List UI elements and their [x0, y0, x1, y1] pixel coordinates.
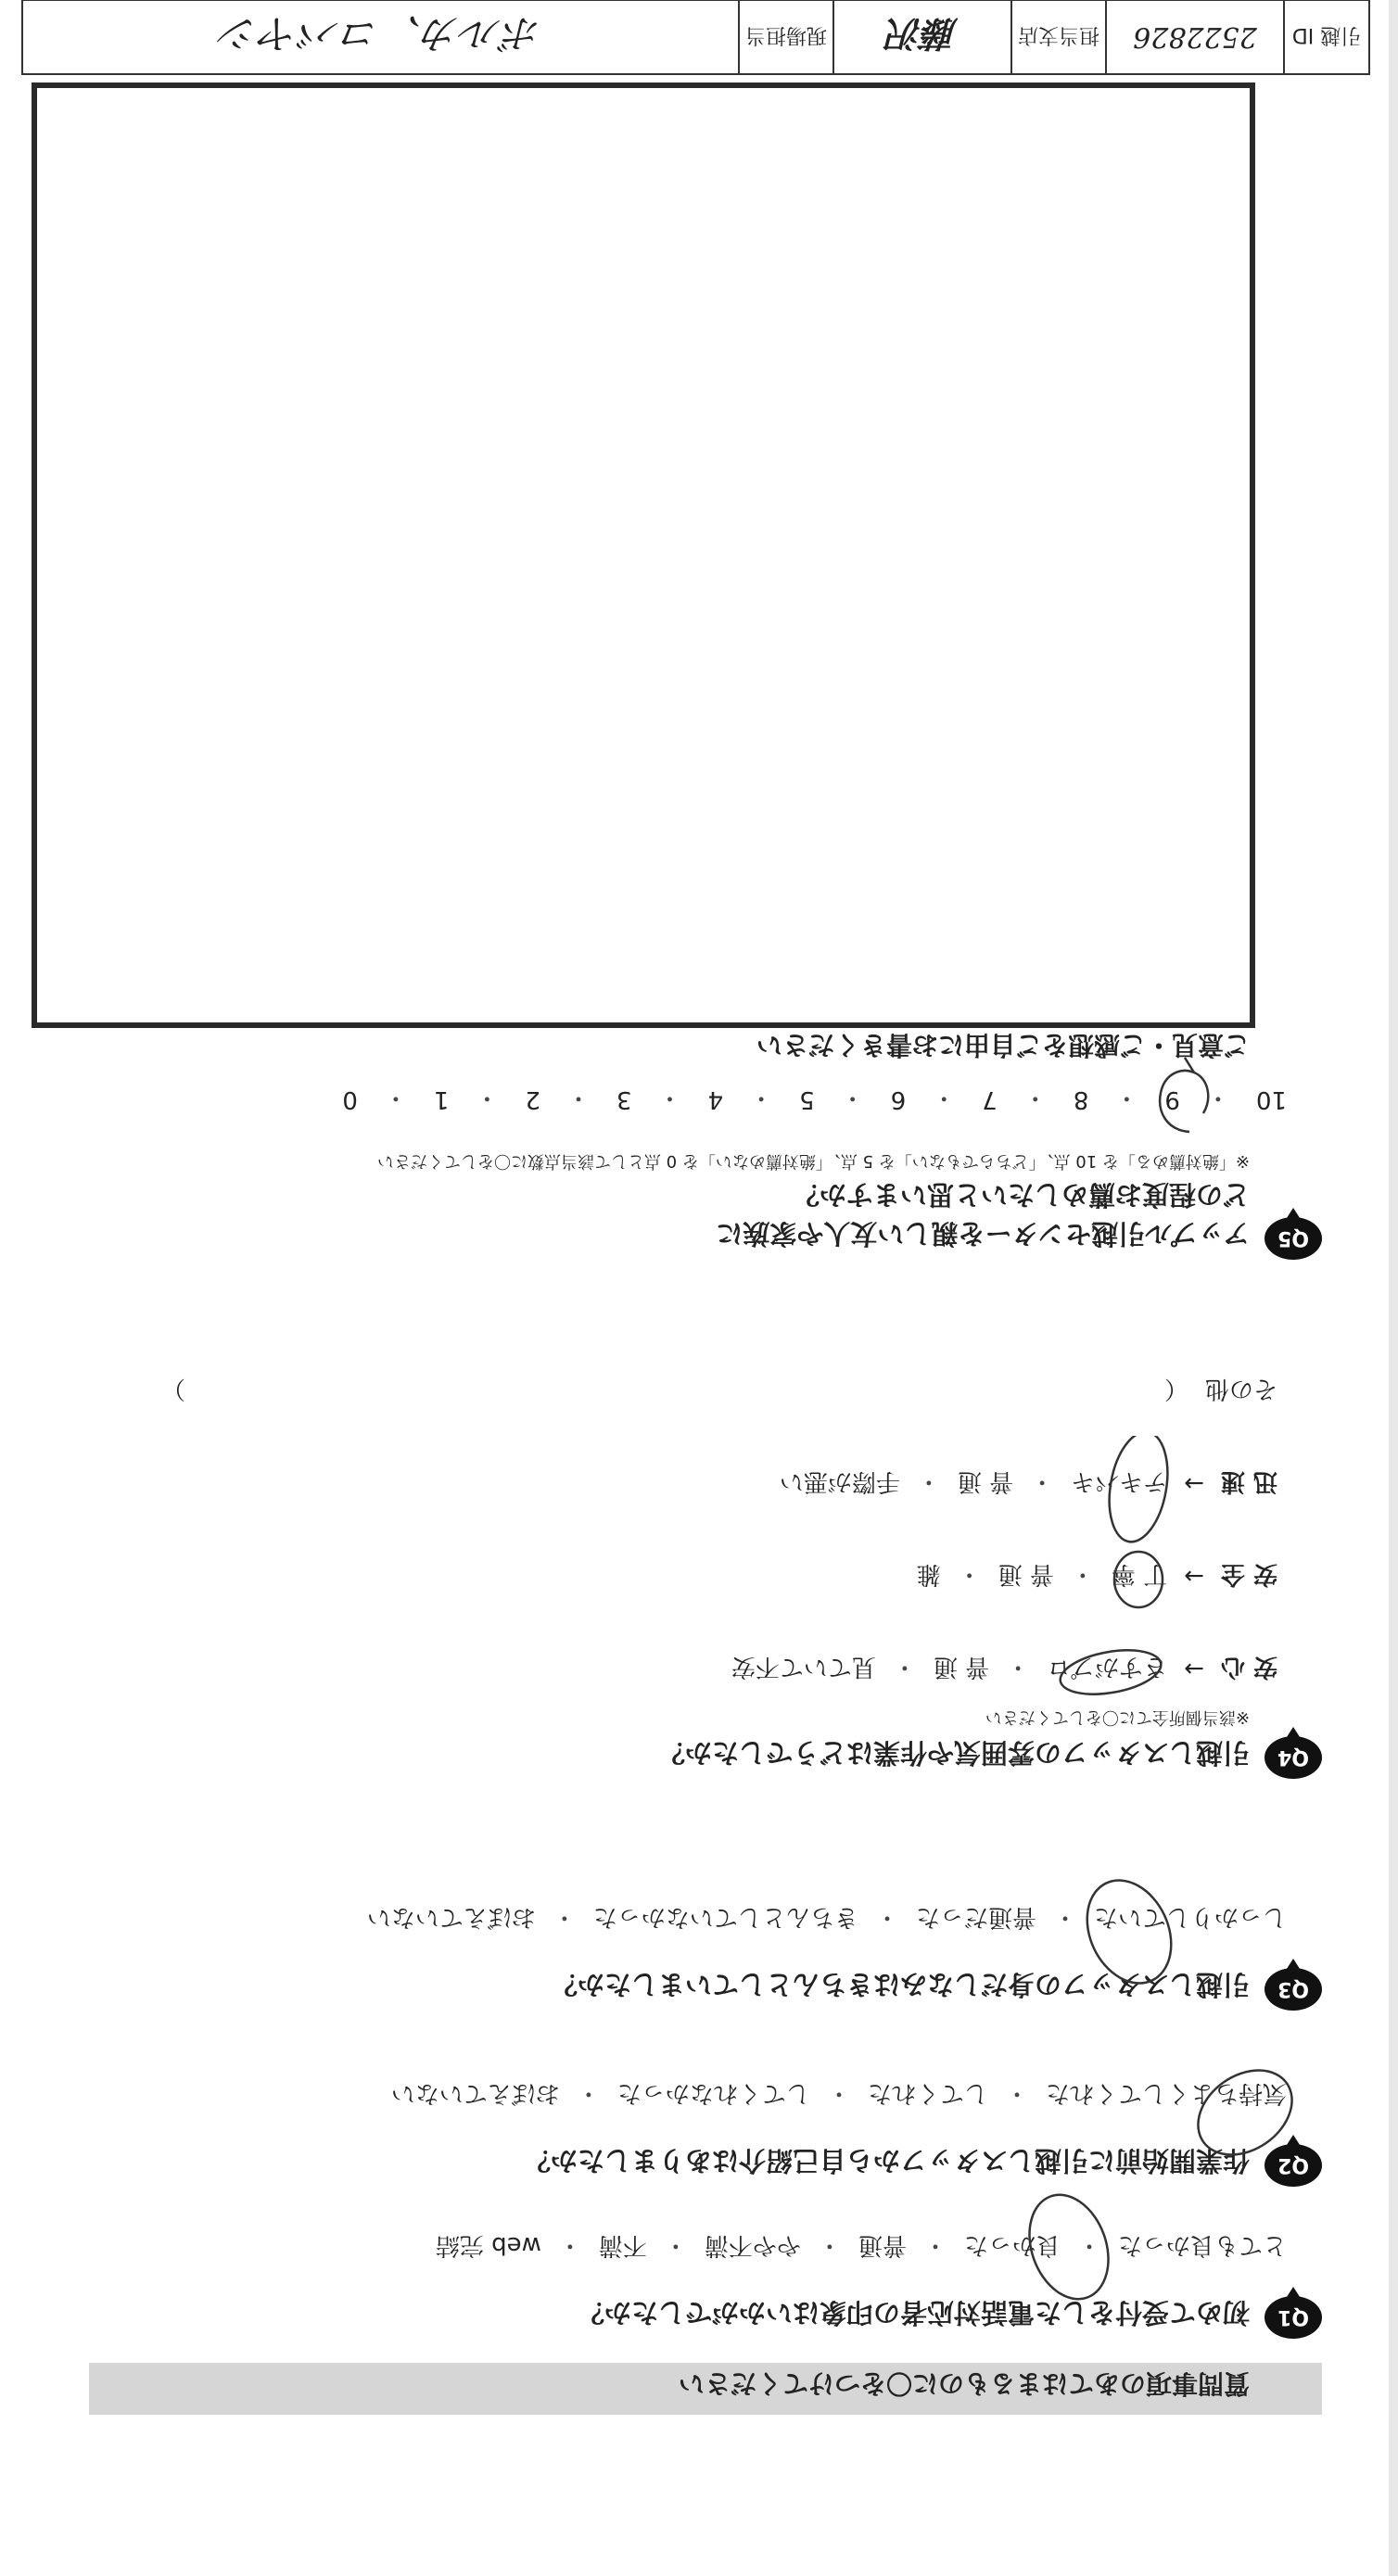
q4-note: ※該当個所全てに〇をしてください — [985, 1707, 1250, 1727]
q5-score-2[interactable]: 2 — [525, 1085, 540, 1114]
q4-other-open: （ — [1163, 1375, 1188, 1402]
q3-option-1[interactable]: しっかりしていた — [1093, 1903, 1287, 1931]
q4-other — [119, 1374, 1277, 1408]
q1-option-2[interactable]: 良かった — [963, 2231, 1061, 2259]
q5-icon — [1265, 1217, 1322, 1260]
q4-row-1-option-3[interactable]: 見ていて不安 — [731, 1653, 876, 1681]
q1-options: とても良かった ・ 良かった ・ 普通 ・ やや不満 ・ 不満 ・ web 完結 — [436, 2230, 1287, 2265]
q3-icon-label: Q3 — [1277, 1977, 1310, 2001]
q4-question: 引越しスタッフの雰囲気や作業はどうでしたか？ — [657, 1737, 1250, 1769]
q5-score-10[interactable]: 10 — [1255, 1085, 1287, 1114]
q3-option-3[interactable]: きちんとしていなかった — [592, 1903, 858, 1931]
q4-row-3-arrow: → — [1184, 1469, 1204, 1498]
q4-other-close: ） — [160, 1375, 185, 1402]
q2-option-4[interactable]: おぼえていない — [390, 2079, 560, 2107]
q4-other-label: その他 — [1204, 1375, 1277, 1402]
q2-option-3[interactable]: してくれなかった — [616, 2079, 810, 2107]
q4-row-3-label: 迅 速 — [1220, 1467, 1277, 1495]
q4-row-3-option-3[interactable]: 手際が悪い — [779, 1467, 900, 1495]
q4-icon — [1265, 1736, 1322, 1779]
q5-handwritten-circle — [1148, 1056, 1231, 1139]
comments-label: ご意見・ご感想をご自由にお書きください — [756, 1030, 1250, 1060]
q4-handwritten-circles — [1046, 1436, 1176, 1714]
q5-question-line1: アップル引越センターを親しい友人や家族に — [716, 1218, 1250, 1250]
q2-icon-label: Q2 — [1277, 2153, 1310, 2177]
leader-label: 現場担当 — [740, 1, 834, 73]
q1-handwritten-circle — [1018, 2187, 1120, 2307]
q3-option-4[interactable]: おぼえていない — [366, 1903, 536, 1931]
branch-value[interactable]: 藤沢 — [834, 1, 1012, 73]
comments-box[interactable] — [32, 82, 1255, 1028]
q2-question: 作業開始前に引越しスタッフから自己紹介はありましたか？ — [523, 2145, 1250, 2176]
q5-score-6[interactable]: 6 — [890, 1085, 907, 1114]
q4-row-1: 安 心 → さすがプロ ・ 普 通 ・ 見ていて不安 — [731, 1652, 1277, 1686]
q5-score-4[interactable]: 4 — [707, 1085, 724, 1114]
q1-option-6[interactable]: web 完結 — [435, 2231, 541, 2259]
q5-score-8[interactable]: 8 — [1073, 1085, 1089, 1114]
q1-option-3[interactable]: 普通 — [858, 2231, 907, 2259]
q3-handwritten-circle — [1074, 1872, 1185, 1992]
q4-row-2-option-3[interactable]: 雑 — [916, 1560, 941, 1588]
q5-score-7[interactable]: 7 — [982, 1085, 998, 1114]
q4-row-3-option-2[interactable]: 普 通 — [957, 1467, 1014, 1495]
q4-row-1-option-1[interactable]: さすがプロ — [1047, 1653, 1168, 1681]
q4-icon-label: Q4 — [1277, 1745, 1310, 1770]
q4-row-2-option-2[interactable]: 普 通 — [998, 1560, 1054, 1588]
q5-score-3[interactable]: 3 — [616, 1085, 632, 1114]
q4-row-3-option-1[interactable]: テキパキ — [1071, 1467, 1168, 1495]
q1-option-4[interactable]: やや不満 — [704, 2231, 801, 2259]
q4-row-2-arrow: → — [1184, 1562, 1204, 1591]
q2-handwritten-circle — [1185, 2057, 1305, 2168]
info-table — [21, 0, 1370, 75]
q4-row-1-arrow: → — [1184, 1655, 1204, 1683]
q4-row-2-label: 安 全 — [1220, 1560, 1277, 1588]
q3-icon — [1265, 1968, 1322, 2011]
q1-option-1[interactable]: とても良かった — [1117, 2231, 1287, 2259]
q4-row-1-label: 安 心 — [1220, 1653, 1277, 1681]
q5-scale: 10 ・ 9 ・ 8 ・ 7 ・ 6 ・ 5 ・ 4 ・ 3 ・ 2 ・ 1 ・ 0 — [342, 1084, 1287, 1114]
q4-row-2-option-1[interactable]: 丁 寧 — [1111, 1560, 1168, 1588]
q5-question-line2: どの程度お薦めしたいと思いますか？ — [792, 1179, 1250, 1211]
q5-score-5[interactable]: 5 — [799, 1085, 815, 1114]
q5-score-0[interactable]: 0 — [342, 1085, 358, 1114]
q5-score-1[interactable]: 1 — [433, 1085, 450, 1114]
move-id-value[interactable]: 2522826 — [1107, 1, 1285, 73]
leader-value[interactable]: ボルカ、コバヤシ — [23, 1, 740, 73]
q3-option-2[interactable]: 普通だった — [915, 1903, 1036, 1931]
q5-note: ※「絶対薦める」を 10 点、「どちらでもない」を 5 点、「絶対薦めない」を 0 点として該当点数に〇をしてください — [376, 1151, 1250, 1171]
q1-question: 初めて受付をした電話対応者の印象はいかがでしたか？ — [577, 2297, 1250, 2329]
header-title: 質問事項のあてはまるものに〇をつけてください — [678, 2368, 1250, 2399]
q2-options: 気持ちよくしてくれた ・ してくれた ・ してくれなかった ・ おぼえていない — [391, 2078, 1287, 2113]
move-id-label: 引越 ID — [1291, 23, 1362, 47]
q5-icon-label: Q5 — [1277, 1226, 1310, 1250]
q1-icon — [1265, 2296, 1322, 2339]
q4-row-1-option-2[interactable]: 普 通 — [933, 1653, 990, 1681]
q1-option-5[interactable]: 不満 — [598, 2231, 647, 2259]
q1-icon-label: Q1 — [1277, 2305, 1310, 2329]
branch-label: 担当支店 — [1012, 1, 1107, 73]
q3-options: しっかりしていた ・ 普通だった ・ きちんとしていなかった ・ おぼえていない — [367, 1902, 1287, 1936]
q5-score-9[interactable]: 9 — [1164, 1085, 1180, 1114]
q4-row-3: 迅 速 → テキパキ ・ 普 通 ・ 手際が悪い — [780, 1466, 1277, 1501]
q2-option-1[interactable]: 気持ちよくしてくれた — [1045, 2079, 1287, 2107]
q2-option-2[interactable]: してくれた — [867, 2079, 988, 2107]
q3-question: 引越しスタッフの身だしなみはきちんとしていましたか？ — [550, 1969, 1250, 2000]
q4-row-2: 安 全 → 丁 寧 ・ 普 通 ・ 雑 — [917, 1559, 1277, 1593]
